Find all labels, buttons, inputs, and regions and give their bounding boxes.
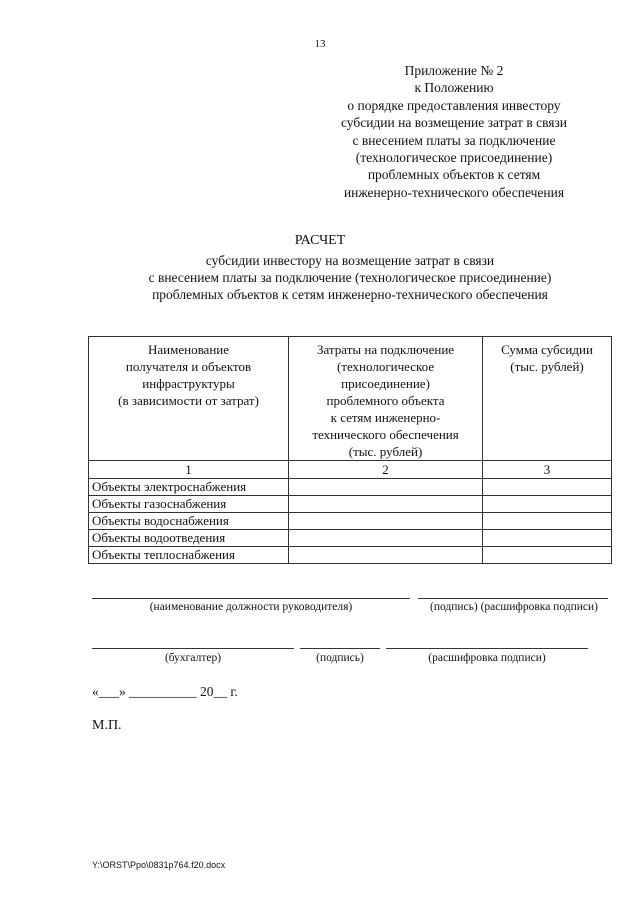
header-line: инфраструктуры	[142, 376, 235, 391]
page-number: 13	[314, 38, 326, 50]
header-subsidy	[483, 337, 612, 461]
header-recipient	[89, 337, 289, 461]
subsidy-cell[interactable]	[483, 530, 612, 547]
accountant-caption: (бухгалтер)	[164, 652, 222, 664]
appendix-heading	[314, 62, 594, 201]
accountant-line[interactable]	[92, 648, 294, 649]
table-row	[89, 479, 612, 496]
appendix-line: субсидии на возмещение затрат в связи	[340, 115, 568, 131]
costs-cell[interactable]	[289, 479, 483, 496]
footer-file-path: Y:\ORST\Ppo\0831p764.f20.docx	[92, 860, 226, 870]
header-line: присоединение)	[341, 376, 430, 391]
manager-signature-caption: (подпись) (расшифровка подписи)	[429, 601, 598, 613]
appendix-line: к Положению	[414, 80, 494, 96]
header-line: (технологическое	[336, 359, 435, 374]
manager-position-caption: (наименование должности руководителя)	[149, 601, 353, 613]
subtitle-line: с внесением платы за подключение (технологическое присоединение)	[148, 270, 552, 285]
row-label: Объекты теплоснабжения	[89, 547, 289, 564]
appendix-line: Приложение № 2	[404, 63, 504, 78]
header-line: Сумма субсидии	[501, 342, 593, 357]
subsidy-cell[interactable]	[483, 513, 612, 530]
header-costs	[289, 337, 483, 461]
table-row	[89, 547, 612, 564]
table-row	[89, 496, 612, 513]
header-line: технического обеспечения	[312, 427, 459, 442]
header-line: Затраты на подключение	[316, 342, 455, 357]
costs-cell[interactable]	[289, 496, 483, 513]
column-number-row	[89, 461, 612, 479]
table-row	[89, 513, 612, 530]
appendix-line: проблемных объектов к сетям	[367, 167, 541, 183]
accountant-decoding-caption: (расшифровка подписи)	[428, 652, 546, 664]
header-line: (тыс. рублей)	[348, 444, 423, 459]
calculation-subtitle	[60, 252, 640, 303]
subsidy-cell[interactable]	[483, 479, 612, 496]
row-label: Объекты водоотведения	[89, 530, 289, 547]
column-number: 1	[89, 461, 289, 479]
accountant-signature-line[interactable]	[300, 648, 380, 649]
table-header-row	[89, 337, 612, 461]
row-label: Объекты электроснабжения	[89, 479, 289, 496]
row-label: Объекты водоснабжения	[89, 513, 289, 530]
accountant-decoding-line[interactable]	[386, 648, 588, 649]
appendix-line: с внесением платы за подключение	[352, 132, 556, 148]
header-line: к сетям инженерно-	[330, 410, 441, 425]
costs-cell[interactable]	[289, 530, 483, 547]
header-line: получателя и объектов	[125, 359, 252, 374]
header-line: (тыс. рублей)	[510, 359, 584, 374]
subtitle-line: проблемных объектов к сетям инженерно-технического обеспечения	[152, 287, 548, 302]
appendix-line: инженерно-технического обеспечения	[343, 184, 565, 200]
subsidy-calculation-table	[88, 336, 612, 564]
table-row	[89, 530, 612, 547]
manager-position-line[interactable]	[92, 598, 410, 599]
costs-cell[interactable]	[289, 513, 483, 530]
stamp-placeholder: М.П.	[92, 718, 122, 733]
column-number: 2	[289, 461, 483, 479]
subsidy-cell[interactable]	[483, 547, 612, 564]
accountant-signature-caption: (подпись)	[316, 652, 364, 664]
appendix-line: о порядке предоставления инвестору	[347, 97, 561, 113]
row-label: Объекты газоснабжения	[89, 496, 289, 513]
manager-signature-line[interactable]	[418, 598, 608, 599]
header-line: Наименование	[148, 342, 230, 357]
header-line: (в зависимости от затрат)	[118, 393, 259, 408]
header-line: проблемного объекта	[326, 393, 445, 408]
calculation-title: РАСЧЕТ	[294, 233, 346, 248]
appendix-line: (технологическое присоединение)	[355, 150, 553, 166]
column-number: 3	[483, 461, 612, 479]
date-line: «___» __________ 20__ г.	[92, 684, 238, 699]
costs-cell[interactable]	[289, 547, 483, 564]
subsidy-cell[interactable]	[483, 496, 612, 513]
subtitle-line: субсидии инвестору на возмещение затрат в связи	[205, 253, 495, 268]
